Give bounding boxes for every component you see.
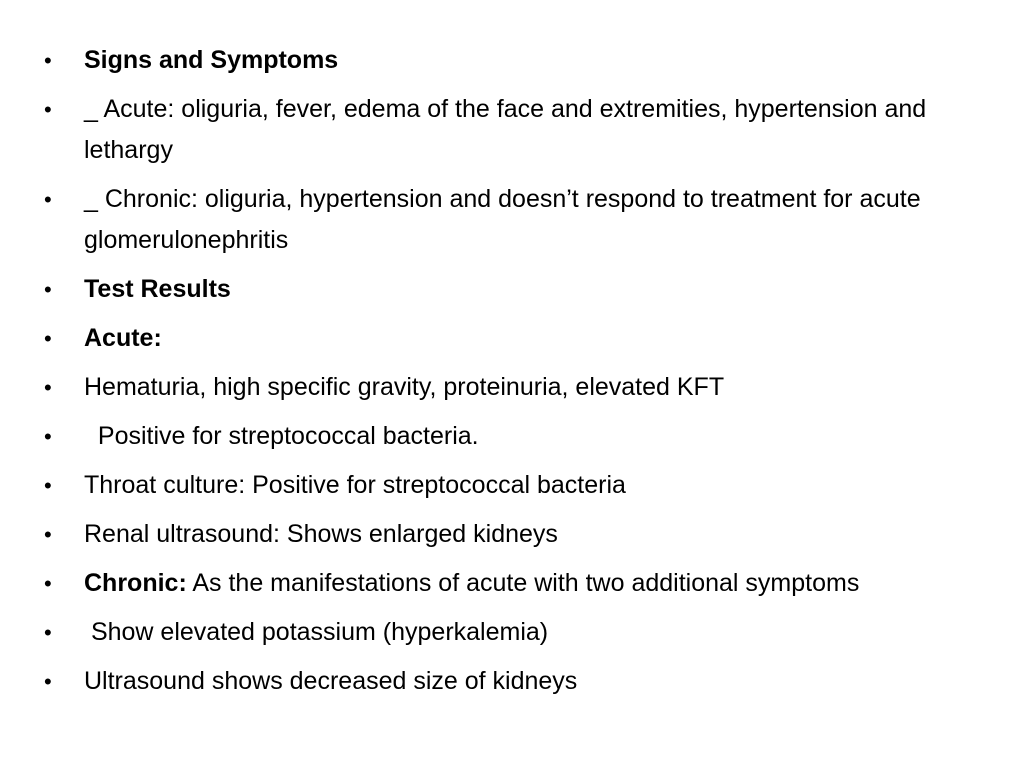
list-item (44, 563, 984, 604)
bullet-icon: • (44, 187, 52, 212)
bullet-icon: • (44, 669, 52, 694)
list-item (44, 367, 984, 408)
bullet-icon: • (44, 571, 52, 596)
bullet-icon: • (44, 620, 52, 645)
list-item (44, 661, 984, 702)
list-item-bold: Chronic: (84, 569, 187, 597)
list-item-bold: Signs and Symptoms (84, 46, 339, 74)
list-item (44, 465, 984, 506)
list-item (44, 40, 984, 81)
list-item-text: Throat culture: Positive for streptococcal bacteria (84, 471, 626, 499)
list-item (44, 179, 984, 261)
bullet-icon: • (44, 522, 52, 547)
bullet-icon: • (44, 424, 52, 449)
bullet-icon: • (44, 326, 52, 351)
list-item (44, 318, 984, 359)
bullet-icon: • (44, 277, 52, 302)
list-item-text: _ Chronic: oliguria, hypertension and doesn’t respond to treatment for acute glomerulonephritis (84, 185, 921, 254)
bullet-list (44, 40, 984, 710)
bullet-icon: • (44, 97, 52, 122)
list-item-text: As the manifestations of acute with two additional symptoms (186, 569, 860, 597)
list-item (44, 416, 984, 457)
list-item-text: Renal ultrasound: Shows enlarged kidneys (84, 520, 558, 548)
bullet-icon: • (44, 48, 52, 73)
bullet-icon: • (44, 375, 52, 400)
list-item-bold: Test Results (84, 275, 231, 303)
list-item-text: Show elevated potassium (hyperkalemia) (84, 618, 549, 646)
list-item-text: Hematuria, high specific gravity, proteinuria, elevated KFT (84, 373, 725, 401)
list-item-bold: Acute: (84, 324, 162, 352)
bullet-icon: • (44, 473, 52, 498)
list-item (44, 514, 984, 555)
list-item (44, 612, 984, 653)
list-item-text: Ultrasound shows decreased size of kidneys (84, 667, 578, 695)
list-item-text: Positive for streptococcal bacteria. (84, 422, 479, 450)
list-item (44, 89, 984, 171)
list-item-text: _ Acute: oliguria, fever, edema of the face and extremities, hypertension and lethargy (84, 95, 927, 164)
list-item (44, 269, 984, 310)
